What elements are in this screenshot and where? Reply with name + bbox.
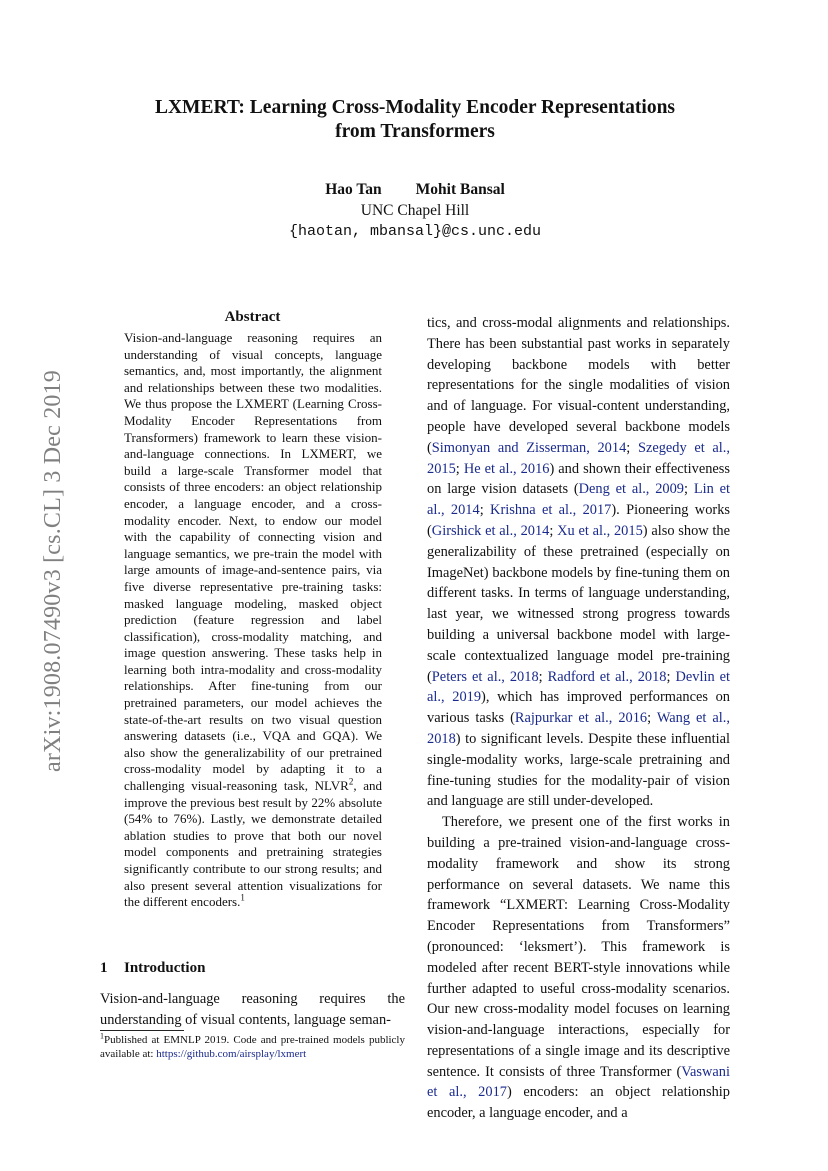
author-names — [100, 179, 730, 200]
text-span: Therefore, we present one of the first works in building a pre-trained vision-and-language cross-modality framework and show its strong performance on several datasets. We name this framework “LXMERT: Learning Cross-Modality Encoder Representations from Transformers” (pronounced: ‘leksmert’). This framework is modeled after recent BERT-style innovations while further adapted to useful cross-modality scenarios. Our new cross-modality model focuses on learning vision-and-language interactions, especially for representations of a single image and its descriptive sentence. It consists of three Transformer ( — [427, 814, 730, 1080]
footnote-rule — [100, 1030, 184, 1031]
intro-left-text: Vision-and-language reasoning requires the understanding of visual contents, language seman- — [100, 991, 405, 1028]
text-span: ; — [647, 710, 657, 727]
citation-link[interactable]: Devlin et al., 2019 — [427, 668, 730, 706]
footnote — [100, 1033, 405, 1061]
citation-link[interactable]: Xu et al., 2015 — [557, 522, 643, 539]
text-span: ), which has improved performances on various tasks ( — [427, 689, 731, 727]
citation-link[interactable]: Deng et al., 2009 — [578, 481, 684, 498]
paragraph-1 — [427, 313, 730, 812]
text-span: ; — [684, 481, 694, 498]
abstract-superscript: 2 — [348, 776, 354, 787]
text-span: ; — [538, 668, 548, 685]
paper-title — [100, 96, 730, 144]
citation-link[interactable]: Radford et al., 2018 — [547, 668, 667, 685]
text-span: ; — [455, 460, 464, 477]
section-heading-intro — [100, 960, 205, 977]
footnote-text: Published at EMNLP 2019. Code and pre-trained models publicly available at: — [100, 1034, 405, 1060]
section-number: 1 — [100, 960, 108, 976]
author-email[interactable]: {haotan, mbansal}@cs.unc.edu — [288, 223, 542, 240]
author-2: Mohit Bansal — [415, 181, 505, 198]
text-span: ) encoders: an object relationship encoder, a language encoder, and a — [427, 1084, 730, 1122]
title-line-1: LXMERT: Learning Cross-Modality Encoder Representations — [154, 97, 676, 118]
text-span: tics, and cross-modal alignments and relationships. There has been substantial past works in separately developing backbone models with better representations for the single modalities of vision and of language. For visual-content understanding, people have developed several backbone models ( — [427, 315, 730, 456]
paragraph-2 — [427, 812, 730, 1124]
text-span: ). Pioneering works ( — [427, 502, 730, 539]
abstract-body — [124, 330, 382, 911]
abstract-footnote-mark[interactable]: 1 — [240, 892, 245, 903]
text-span: ) and shown their effectiveness on large vision datasets ( — [427, 460, 730, 498]
citation-link[interactable]: He et al., 2016 — [463, 460, 550, 477]
text-span: ; — [626, 439, 638, 456]
citation-link[interactable]: Krishna et al., 2017 — [490, 502, 612, 519]
citation-link[interactable]: Rajpurkar et al., 2016 — [514, 710, 648, 727]
text-span: ) also show the generalizability of these pretrained (especially on ImageNet) backbone models by fine-tuning them on different tasks. In terms of language understanding, last year, we witnessed strong progress towards building a universal backbone model with large-scale contextualized language model pre-training ( — [427, 522, 730, 685]
arxiv-stamp: arXiv:1908.07490v3 [cs.CL] 3 Dec 2019 — [40, 370, 66, 772]
abstract-text-cont: , and improve the previous best result by 22% absolute (54% to 76%). Lastly, we demonstrate detailed ablation studies to prove that both our novel model components and pretraining strategies significantly contribute to our strong results; and also present several attention visualizations for the different encoders. — [124, 778, 382, 910]
author-block — [100, 179, 730, 242]
title-line-2: from Transformers — [335, 121, 495, 142]
abstract-text: Vision-and-language reasoning requires an understanding of visual concepts, language semantics, and, most importantly, the alignment and relationships between these two modalities. We thus propose the LXMERT (Learning Cross-Modality Encoder Representations from Transformers) framework to learn these vision-and-language connections. In LXMERT, we build a large-scale Transformer model that consists of three encoders: an object relationship encoder, a language encoder, and a cross-modality encoder. Next, to endow our model with the capability of connecting vision and language semantics, we pre-train the model with large amounts of image-and-sentence pairs, via five diverse representative pre-training tasks: masked language modeling, masked object prediction (feature regression and label classification), cross-modality matching, and image question answering. These tasks help in learning both intra-modality and cross-modality relationships. After fine-tuning from our pretrained parameters, our model achieves the state-of-the-art results on two visual question answering datasets (i.e., VQA and GQA). We also show the generalizability of our pretrained cross-modality model by adapting it to a challenging visual-reasoning task, NLVR — [124, 330, 382, 794]
footnote-link[interactable]: https://github.com/airsplay/lxmert — [156, 1048, 307, 1060]
citation-link[interactable]: Lin et al., 2014 — [427, 481, 730, 519]
section-title: Introduction — [124, 960, 206, 976]
author-1: Hao Tan — [325, 181, 382, 198]
citation-link[interactable]: Wang et al., 2018 — [427, 710, 730, 747]
affiliation: UNC Chapel Hill — [360, 202, 470, 219]
text-span: ; — [479, 502, 491, 519]
text-span: ) to significant levels. Despite these influential single-modality works, large-scale pretraining and fine-tuning studies for the modality-pair of vision and language are still under-developed. — [427, 730, 730, 810]
abstract-heading: Abstract — [224, 309, 281, 325]
citation-link[interactable]: Szegedy et al., 2015 — [427, 439, 730, 477]
footnote-mark: 1 — [100, 1031, 104, 1041]
citation-link[interactable]: Vaswani et al., 2017 — [427, 1063, 730, 1101]
text-span: ; — [666, 668, 676, 685]
text-span: ; — [549, 522, 558, 539]
citation-link[interactable]: Girshick et al., 2014 — [431, 522, 550, 539]
right-column — [427, 313, 730, 1124]
citation-link[interactable]: Simonyan and Zisserman, 2014 — [431, 439, 627, 456]
arxiv-sidebar — [0, 0, 66, 1171]
citation-link[interactable]: Peters et al., 2018 — [431, 668, 539, 685]
